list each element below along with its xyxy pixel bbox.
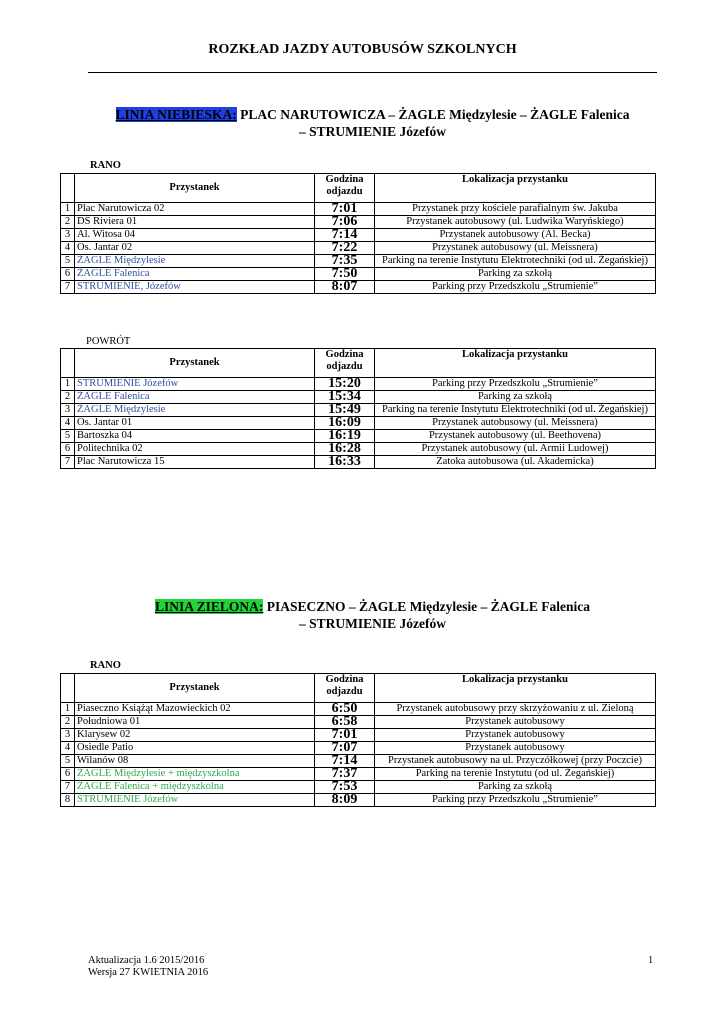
col-location: Lokalizacja przystanku bbox=[375, 674, 656, 703]
col-number bbox=[61, 674, 75, 703]
departure-time: 6:58 bbox=[315, 716, 375, 729]
stop-location: Przystanek autobusowy (ul. Ludwika Waryńskiego) bbox=[375, 216, 656, 229]
stop-name: Wilanów 08 bbox=[75, 755, 315, 768]
row-number: 8 bbox=[61, 794, 75, 807]
row-number: 4 bbox=[61, 242, 75, 255]
departure-time: 7:06 bbox=[315, 216, 375, 229]
departure-time: 7:35 bbox=[315, 255, 375, 268]
table-row bbox=[61, 242, 656, 255]
stop-name: ŻAGLE Falenica + międzyszkolna bbox=[75, 781, 315, 794]
stop-name: STRUMIENIE Józefów bbox=[75, 794, 315, 807]
footer-update: Aktualizacja 1.6 2015/2016 bbox=[88, 955, 205, 966]
section-rano-green: RANO bbox=[90, 660, 121, 671]
stop-location: Parking za szkołą bbox=[375, 781, 656, 794]
stop-name: ŻAGLE Międzylesie bbox=[75, 404, 315, 417]
stop-location: Przystanek autobusowy (ul. Meissnera) bbox=[375, 417, 656, 430]
departure-time: 16:09 bbox=[315, 417, 375, 430]
col-time-line1: Godzina bbox=[325, 174, 364, 185]
row-number: 2 bbox=[61, 716, 75, 729]
row-number: 5 bbox=[61, 430, 75, 443]
departure-time: 7:50 bbox=[315, 268, 375, 281]
departure-time: 7:07 bbox=[315, 742, 375, 755]
stop-location: Przystanek autobusowy na ul. Przyczółkowej (przy Poczcie) bbox=[375, 755, 656, 768]
stop-location: Przystanek autobusowy (ul. Beethovena) bbox=[375, 430, 656, 443]
row-number: 7 bbox=[61, 781, 75, 794]
departure-time: 7:01 bbox=[315, 729, 375, 742]
table-row bbox=[61, 716, 656, 729]
row-number: 1 bbox=[61, 203, 75, 216]
table-row bbox=[61, 755, 656, 768]
stop-location: Parking na terenie Instytutu Elektrotechniki (od ul. Żegańskiej) bbox=[375, 255, 656, 268]
stop-location: Przystanek autobusowy (ul. Meissnera) bbox=[375, 242, 656, 255]
green-line-heading bbox=[80, 598, 665, 632]
stop-name: Plac Narutowicza 15 bbox=[75, 456, 315, 469]
footer-version bbox=[88, 955, 208, 979]
col-time bbox=[315, 349, 375, 378]
stop-location: Przystanek autobusowy przy skrzyżowaniu z ul. Zieloną bbox=[375, 703, 656, 716]
stop-name: Bartoszka 04 bbox=[75, 430, 315, 443]
row-number: 6 bbox=[61, 268, 75, 281]
table-row bbox=[61, 456, 656, 469]
departure-time: 8:07 bbox=[315, 281, 375, 294]
row-number: 3 bbox=[61, 229, 75, 242]
table-row bbox=[61, 768, 656, 781]
stop-name: Plac Narutowicza 02 bbox=[75, 203, 315, 216]
stop-name: STRUMIENIE Józefów bbox=[75, 378, 315, 391]
stop-location: Parking przy Przedszkolu „Strumienie” bbox=[375, 794, 656, 807]
blue-line-route-a: PLAC NARUTOWICZA – ŻAGLE Międzylesie – ŻAGLE Falenica bbox=[236, 107, 630, 122]
green-line-route-a: PIASECZNO – ŻAGLE Międzylesie – ŻAGLE Falenica bbox=[263, 599, 591, 614]
row-number: 7 bbox=[61, 281, 75, 294]
col-number bbox=[61, 174, 75, 203]
col-number bbox=[61, 349, 75, 378]
stop-location: Parking przy Przedszkolu „Strumienie” bbox=[375, 281, 656, 294]
row-number: 2 bbox=[61, 216, 75, 229]
departure-time: 7:14 bbox=[315, 755, 375, 768]
table-row bbox=[61, 255, 656, 268]
stop-name: Klarysew 02 bbox=[75, 729, 315, 742]
page-number: 1 bbox=[648, 955, 654, 966]
title-divider bbox=[88, 72, 657, 73]
stop-name: Południowa 01 bbox=[75, 716, 315, 729]
departure-time: 6:50 bbox=[315, 703, 375, 716]
stop-location: Przystanek autobusowy bbox=[375, 716, 656, 729]
stop-name: ŻAGLE Falenica bbox=[75, 391, 315, 404]
stop-name: Osiedle Patio bbox=[75, 742, 315, 755]
footer-date: Wersja 27 KWIETNIA 2016 bbox=[88, 967, 209, 978]
departure-time: 15:34 bbox=[315, 391, 375, 404]
row-number: 7 bbox=[61, 456, 75, 469]
table-row bbox=[61, 281, 656, 294]
blue-line-morning-table bbox=[60, 173, 656, 294]
stop-name: ŻAGLE Międzylesie + międzyszkolna bbox=[75, 768, 315, 781]
departure-time: 16:19 bbox=[315, 430, 375, 443]
col-time bbox=[315, 674, 375, 703]
departure-time: 7:22 bbox=[315, 242, 375, 255]
table-row bbox=[61, 703, 656, 716]
stop-location: Parking za szkołą bbox=[375, 391, 656, 404]
row-number: 4 bbox=[61, 742, 75, 755]
col-stop: Przystanek bbox=[75, 674, 315, 703]
green-line-morning-table bbox=[60, 673, 656, 807]
stop-name: Politechnika 02 bbox=[75, 443, 315, 456]
col-time-line2: odjazdu bbox=[326, 686, 363, 697]
table-row bbox=[61, 794, 656, 807]
col-time-line2: odjazdu bbox=[326, 361, 363, 372]
departure-time: 7:53 bbox=[315, 781, 375, 794]
section-rano: RANO bbox=[90, 160, 121, 171]
stop-location: Przystanek autobusowy bbox=[375, 742, 656, 755]
stop-location: Zatoka autobusowa (ul. Akademicka) bbox=[375, 456, 656, 469]
blue-line-return-table bbox=[60, 348, 656, 469]
table-row bbox=[61, 229, 656, 242]
stop-name: STRUMIENIE, Józefów bbox=[75, 281, 315, 294]
departure-time: 7:14 bbox=[315, 229, 375, 242]
stop-name: Piaseczno Książąt Mazowieckich 02 bbox=[75, 703, 315, 716]
table-row bbox=[61, 781, 656, 794]
departure-time: 7:37 bbox=[315, 768, 375, 781]
stop-location: Parking za szkołą bbox=[375, 268, 656, 281]
table-row bbox=[61, 268, 656, 281]
stop-name: DS Riviera 01 bbox=[75, 216, 315, 229]
stop-location: Parking na terenie Instytutu Elektrotechniki (od ul. Żegańskiej) bbox=[375, 404, 656, 417]
row-number: 4 bbox=[61, 417, 75, 430]
green-line-route-b: – STRUMIENIE Józefów bbox=[299, 616, 446, 631]
col-time-line1: Godzina bbox=[325, 349, 364, 360]
stop-name: ŻAGLE Międzylesie bbox=[75, 255, 315, 268]
col-stop: Przystanek bbox=[75, 349, 315, 378]
departure-time: 7:01 bbox=[315, 203, 375, 216]
table-row bbox=[61, 742, 656, 755]
row-number: 1 bbox=[61, 378, 75, 391]
green-line-label: LINIA ZIELONA: bbox=[154, 599, 264, 614]
table-row bbox=[61, 729, 656, 742]
row-number: 3 bbox=[61, 729, 75, 742]
stop-name: Al. Witosa 04 bbox=[75, 229, 315, 242]
row-number: 2 bbox=[61, 391, 75, 404]
col-stop: Przystanek bbox=[75, 174, 315, 203]
stop-name: Os. Jantar 01 bbox=[75, 417, 315, 430]
blue-line-label: LINIA NIEBIESKA: bbox=[115, 107, 237, 122]
row-number: 3 bbox=[61, 404, 75, 417]
row-number: 6 bbox=[61, 443, 75, 456]
departure-time: 15:20 bbox=[315, 378, 375, 391]
stop-location: Przystanek autobusowy (Al. Becka) bbox=[375, 229, 656, 242]
col-location: Lokalizacja przystanku bbox=[375, 349, 656, 378]
stop-location: Parking na terenie Instytutu (od ul. Żegańskiej) bbox=[375, 768, 656, 781]
stop-name: Os. Jantar 02 bbox=[75, 242, 315, 255]
document-title: ROZKŁAD JAZDY AUTOBUSÓW SZKOLNYCH bbox=[208, 42, 517, 57]
col-location: Lokalizacja przystanku bbox=[375, 174, 656, 203]
departure-time: 15:49 bbox=[315, 404, 375, 417]
stop-location: Przystanek autobusowy (ul. Armii Ludowej) bbox=[375, 443, 656, 456]
blue-line-route-b: – STRUMIENIE Józefów bbox=[299, 124, 446, 139]
section-powrot: POWRÓT bbox=[86, 336, 131, 347]
row-number: 1 bbox=[61, 703, 75, 716]
departure-time: 8:09 bbox=[315, 794, 375, 807]
table-row bbox=[61, 203, 656, 216]
table-row bbox=[61, 216, 656, 229]
blue-line-heading bbox=[80, 106, 665, 140]
stop-location: Parking przy Przedszkolu „Strumienie” bbox=[375, 378, 656, 391]
row-number: 6 bbox=[61, 768, 75, 781]
col-time-line2: odjazdu bbox=[326, 186, 363, 197]
col-time bbox=[315, 174, 375, 203]
stop-location: Przystanek autobusowy bbox=[375, 729, 656, 742]
row-number: 5 bbox=[61, 255, 75, 268]
row-number: 5 bbox=[61, 755, 75, 768]
stop-name: ŻAGLE Falenica bbox=[75, 268, 315, 281]
col-time-line1: Godzina bbox=[325, 674, 364, 685]
departure-time: 16:28 bbox=[315, 443, 375, 456]
stop-location: Przystanek przy kościele parafialnym św. Jakuba bbox=[375, 203, 656, 216]
departure-time: 16:33 bbox=[315, 456, 375, 469]
